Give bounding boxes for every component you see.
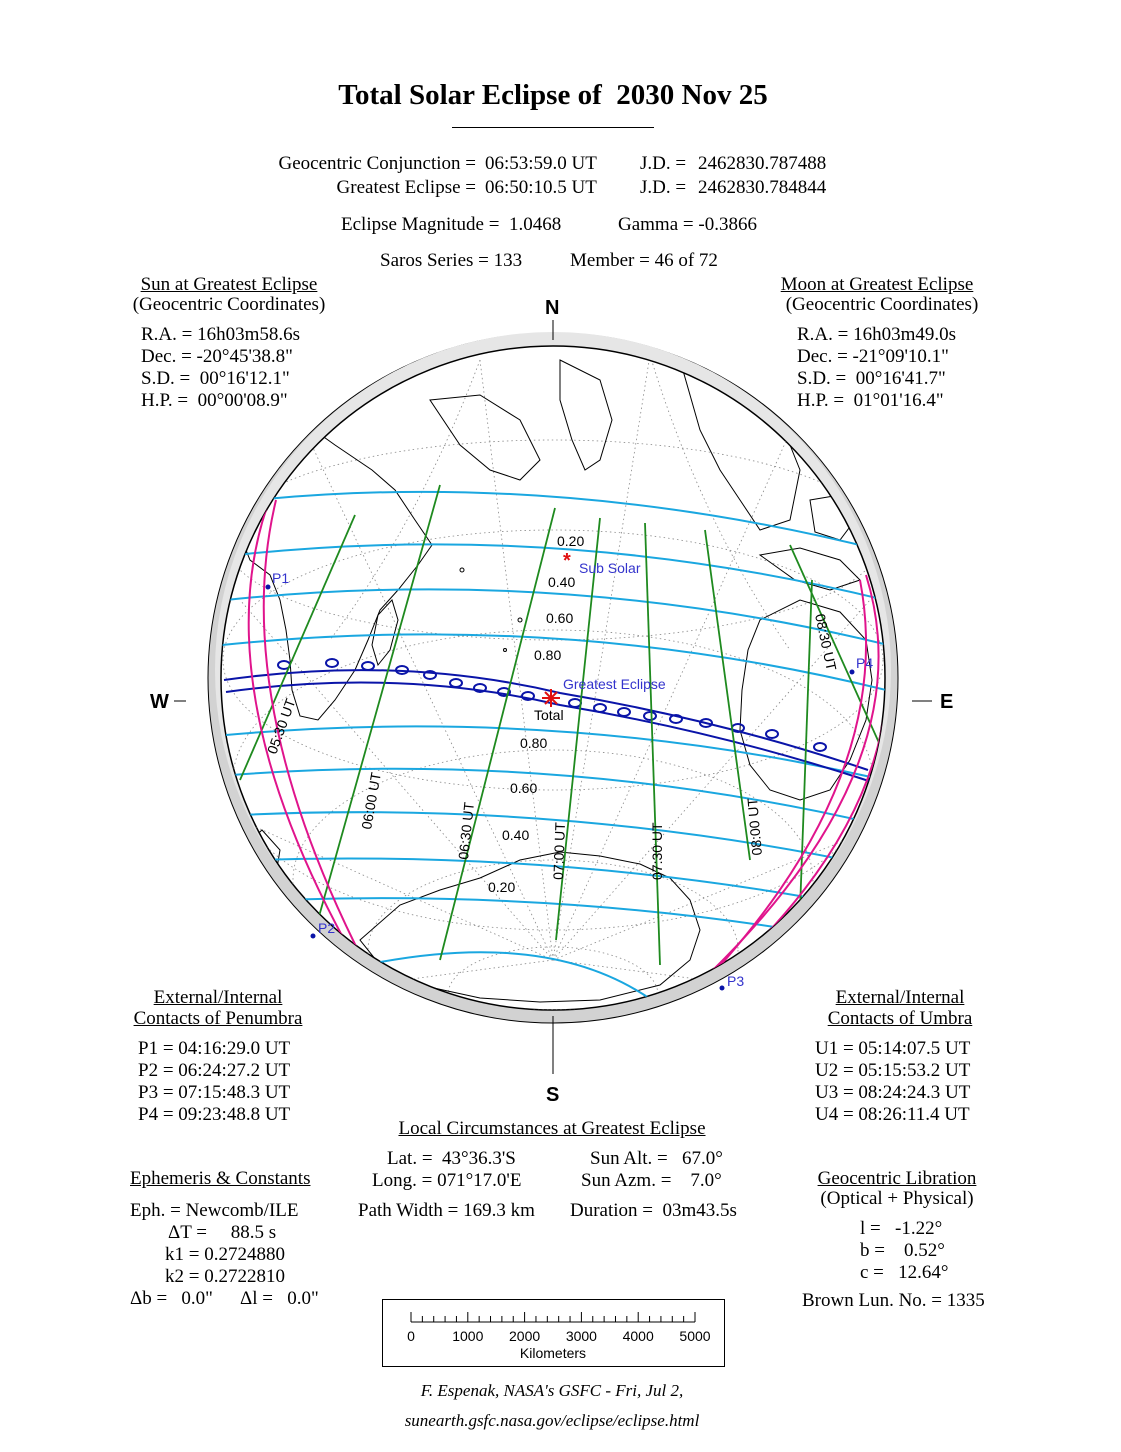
umbra-u3: U3 = 08:24:24.3 UT — [815, 1082, 971, 1103]
penumbra-p2: P2 = 06:24:27.2 UT — [138, 1060, 291, 1081]
mag-label-upper-080: 0.80 — [534, 647, 562, 663]
p1-label: P1 — [272, 570, 290, 586]
time-label-0730: 07:30 UT — [649, 822, 665, 880]
compass-west: W — [150, 691, 169, 713]
sun-heading: Sun at Greatest Eclipse — [140, 274, 318, 295]
p1-dot — [266, 585, 271, 590]
sun-dec: Dec. = -20°45'38.8" — [141, 346, 293, 367]
mag-label-lower-080: 0.80 — [520, 735, 548, 751]
mag-label-lower-020: 0.20 — [488, 879, 516, 895]
libration-b: b = 0.52° — [860, 1240, 945, 1261]
scale-tick-3000: 3000 — [565, 1328, 597, 1344]
libration-heading: Geocentric Libration — [817, 1168, 977, 1189]
local-lat: Lat. = 43°36.3'S — [387, 1148, 516, 1169]
ephemeris-eph: Eph. = Newcomb/ILE — [130, 1200, 299, 1221]
time-label-0700: 07:00 UT — [550, 821, 569, 881]
libration-c: c = 12.64° — [860, 1262, 949, 1283]
eclipse-magnitude: Eclipse Magnitude = 1.0468 — [341, 214, 562, 235]
greatest-eclipse-jd-label: J.D. = — [640, 177, 687, 198]
scale-tick-0: 0 — [407, 1328, 415, 1344]
umbra-heading-1: External/Internal — [835, 987, 965, 1008]
greatest-eclipse-jd: 2462830.784844 — [698, 177, 827, 198]
umbra-heading-2: Contacts of Umbra — [827, 1008, 973, 1029]
scale-tick-4000: 4000 — [622, 1328, 654, 1344]
penumbra-p1: P1 = 04:16:29.0 UT — [138, 1038, 291, 1059]
sub-solar-label: Sub Solar — [579, 560, 641, 576]
time-label-0630: 06:30 UT — [455, 801, 478, 861]
penumbra-heading-2: Contacts of Penumbra — [133, 1008, 303, 1029]
saros-member: Member = 46 of 72 — [570, 250, 718, 271]
sub-solar-asterisk-icon: * — [563, 550, 571, 572]
moon-ra: R.A. = 16h03m49.0s — [797, 324, 957, 345]
time-label-0600: 06:00 UT — [358, 771, 384, 831]
gamma: Gamma = -0.3866 — [618, 214, 757, 235]
mag-label-upper-020: 0.20 — [557, 533, 585, 549]
conjunction-jd-label: J.D. = — [640, 153, 687, 174]
penumbra-p4: P4 = 09:23:48.8 UT — [138, 1104, 291, 1125]
sun-hp: H.P. = 00°00'08.9" — [141, 390, 288, 411]
compass-south: S — [546, 1084, 560, 1106]
p2-label: P2 — [318, 920, 336, 936]
penumbra-heading-1: External/Internal — [153, 987, 283, 1008]
night-shade — [208, 332, 898, 1023]
mag-label-lower-060: 0.60 — [510, 780, 538, 796]
local-sun-alt: Sun Alt. = 67.0° — [590, 1148, 723, 1169]
local-sun-azm: Sun Azm. = 7.0° — [581, 1170, 722, 1191]
p4-label: P4 — [856, 655, 874, 671]
ephemeris-k1: k1 = 0.2724880 — [165, 1244, 285, 1265]
scale-tick-2000: 2000 — [509, 1328, 541, 1344]
scale-tick-5000: 5000 — [679, 1328, 711, 1344]
sun-sd: S.D. = 00°16'12.1" — [141, 368, 290, 389]
ephemeris-delta-l: Δl = 0.0" — [240, 1288, 319, 1309]
p4-dot — [850, 670, 855, 675]
time-label-0830: 08:30 UT — [812, 612, 840, 672]
conjunction-jd: 2462830.787488 — [698, 153, 827, 174]
saros-series: Saros Series = 133 — [380, 250, 523, 271]
greatest-eclipse-label: Greatest Eclipse — [563, 676, 666, 692]
time-label-0530: 05:30 UT — [263, 696, 299, 757]
local-path-width: Path Width = 169.3 km — [358, 1200, 535, 1221]
p3-dot — [720, 986, 725, 991]
p2-dot — [311, 934, 316, 939]
local-long: Long. = 071°17.0'E — [372, 1170, 522, 1191]
local-duration: Duration = 03m43.5s — [570, 1200, 737, 1221]
brown-lunation: Brown Lun. No. = 1335 — [802, 1290, 985, 1311]
credit-line-2: sunearth.gsfc.nasa.gov/eclipse/eclipse.html — [404, 1411, 700, 1430]
umbra-u2: U2 = 05:15:53.2 UT — [815, 1060, 971, 1081]
credit-line-1: F. Espenak, NASA's GSFC - Fri, Jul 2, — [420, 1381, 684, 1400]
moon-sd: S.D. = 00°16'41.7" — [797, 368, 946, 389]
sun-ra: R.A. = 16h03m58.6s — [141, 324, 301, 345]
umbra-u4: U4 = 08:26:11.4 UT — [815, 1104, 970, 1125]
libration-subheading: (Optical + Physical) — [820, 1188, 974, 1209]
moon-subheading: (Geocentric Coordinates) — [785, 294, 979, 315]
compass-east: E — [940, 691, 954, 713]
ephemeris-heading: Ephemeris & Constants — [130, 1168, 311, 1189]
local-heading: Local Circumstances at Greatest Eclipse — [398, 1118, 706, 1139]
mag-label-upper-060: 0.60 — [546, 610, 574, 626]
compass-north: N — [545, 297, 560, 319]
penumbra-p3: P3 = 07:15:48.3 UT — [138, 1082, 291, 1103]
p3-label: P3 — [727, 973, 745, 989]
scale-tick-1000: 1000 — [452, 1328, 484, 1344]
ephemeris-k2: k2 = 0.2722810 — [165, 1266, 285, 1287]
moon-heading: Moon at Greatest Eclipse — [780, 274, 974, 295]
page-title: Total Solar Eclipse of 2030 Nov 25 — [338, 79, 768, 111]
conjunction-label: Geocentric Conjunction = — [278, 153, 476, 174]
umbra-u1: U1 = 05:14:07.5 UT — [815, 1038, 971, 1059]
ephemeris-delta-b: Δb = 0.0" — [130, 1288, 213, 1309]
mag-label-upper-040: 0.40 — [548, 574, 576, 590]
greatest-eclipse-time: 06:50:10.5 UT — [485, 177, 597, 198]
mag-label-lower-040: 0.40 — [502, 827, 530, 843]
total-label: Total — [534, 707, 564, 723]
moon-dec: Dec. = -21°09'10.1" — [797, 346, 949, 367]
libration-l: l = -1.22° — [860, 1218, 943, 1239]
greatest-eclipse-label: Greatest Eclipse = — [336, 177, 476, 198]
sun-subheading: (Geocentric Coordinates) — [132, 294, 326, 315]
ephemeris-delta-t: ΔT = 88.5 s — [168, 1222, 277, 1243]
conjunction-time: 06:53:59.0 UT — [485, 153, 597, 174]
moon-hp: H.P. = 01°01'16.4" — [797, 390, 944, 411]
scale-ticks — [382, 1299, 725, 1367]
scale-unit: Kilometers — [519, 1345, 587, 1361]
time-label-0800: 08:00 UT — [744, 797, 765, 857]
